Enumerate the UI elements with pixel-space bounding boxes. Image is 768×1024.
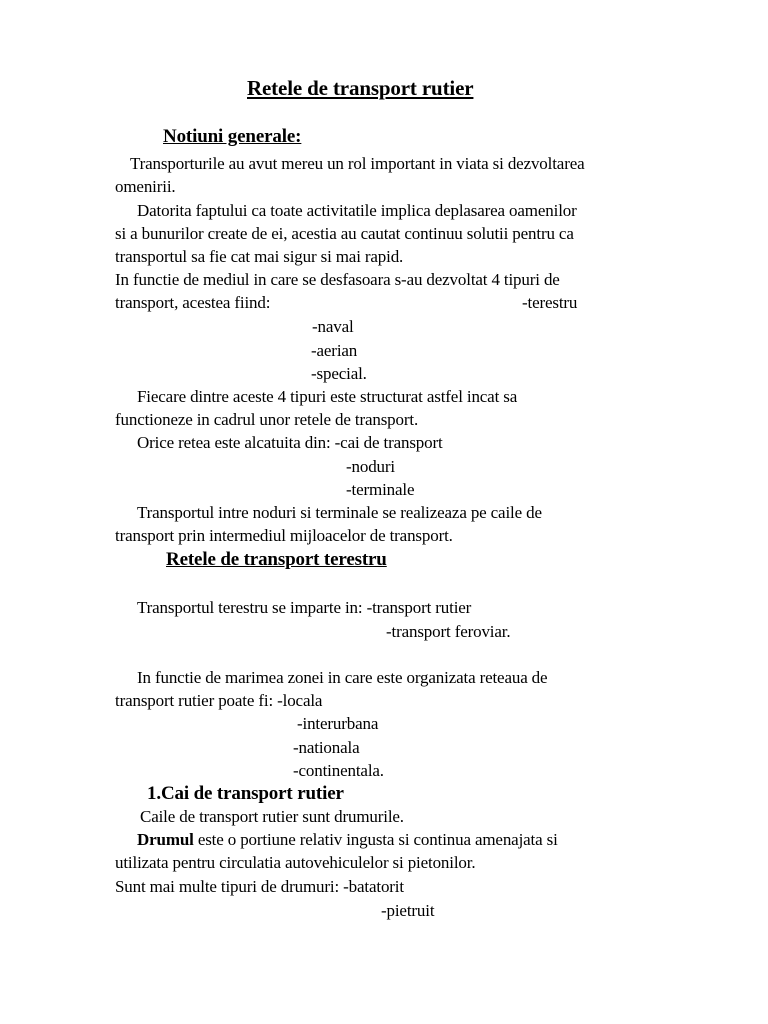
list-item: -interurbana: [297, 714, 379, 733]
list-item: -special.: [311, 364, 367, 383]
paragraph-line: transport, acestea fiind:: [115, 293, 271, 312]
paragraph-line: si a bunurilor create de ei, acestia au cautat continuu solutii pentru ca: [115, 224, 574, 243]
paragraph-line: Orice retea este alcatuita din: -cai de transport: [137, 433, 443, 452]
list-item: -terminale: [346, 480, 415, 499]
term-drumul: Drumul: [137, 830, 194, 849]
paragraph-line: Datorita faptului ca toate activitatile implica deplasarea oamenilor: [137, 201, 577, 220]
paragraph-line: Caile de transport rutier sunt drumurile.: [140, 807, 404, 826]
list-item: -nationala: [293, 738, 360, 757]
paragraph-line: transport rutier poate fi: -locala: [115, 691, 323, 710]
section-heading-terestru: Retele de transport terestru: [166, 549, 387, 570]
paragraph-line: In functie de mediul in care se desfasoara s-au dezvoltat 4 tipuri de: [115, 270, 560, 289]
paragraph-line: transportul sa fie cat mai sigur si mai rapid.: [115, 247, 404, 266]
paragraph-line-drumul: [137, 829, 558, 851]
list-item: -aerian: [311, 341, 358, 360]
paragraph-line: Transportul terestru se imparte in: -transport rutier: [137, 598, 472, 617]
paragraph-line: In functie de marimea zonei in care este organizata reteaua de: [137, 668, 548, 687]
list-item: -terestru: [522, 293, 578, 312]
list-item: -naval: [312, 317, 354, 336]
list-item: -noduri: [346, 457, 395, 476]
paragraph-line: omenirii.: [115, 177, 176, 196]
paragraph-line: transport prin intermediul mijloacelor de transport.: [115, 526, 453, 545]
paragraph-line: utilizata pentru circulatia autovehiculelor si pietonilor.: [115, 853, 476, 872]
paragraph-line: functioneze in cadrul unor retele de transport.: [115, 410, 419, 429]
paragraph-line: Sunt mai multe tipuri de drumuri: -batatorit: [115, 877, 404, 896]
list-item: -transport feroviar.: [386, 622, 511, 641]
paragraph-line: Transporturile au avut mereu un rol important in viata si dezvoltarea: [130, 154, 585, 173]
paragraph-line: Fiecare dintre aceste 4 tipuri este structurat astfel incat sa: [137, 387, 518, 406]
section-heading-cai: 1.Cai de transport rutier: [147, 783, 344, 804]
list-item: -continentala.: [293, 761, 384, 780]
list-item: -pietruit: [381, 901, 435, 920]
definition-text: este o portiune relativ ingusta si continua amenajata si: [193, 830, 558, 849]
paragraph-line: Transportul intre noduri si terminale se realizeaza pe caile de: [137, 503, 542, 522]
section-heading-notiuni: Notiuni generale:: [163, 126, 302, 147]
document-title: Retele de transport rutier: [247, 76, 474, 100]
